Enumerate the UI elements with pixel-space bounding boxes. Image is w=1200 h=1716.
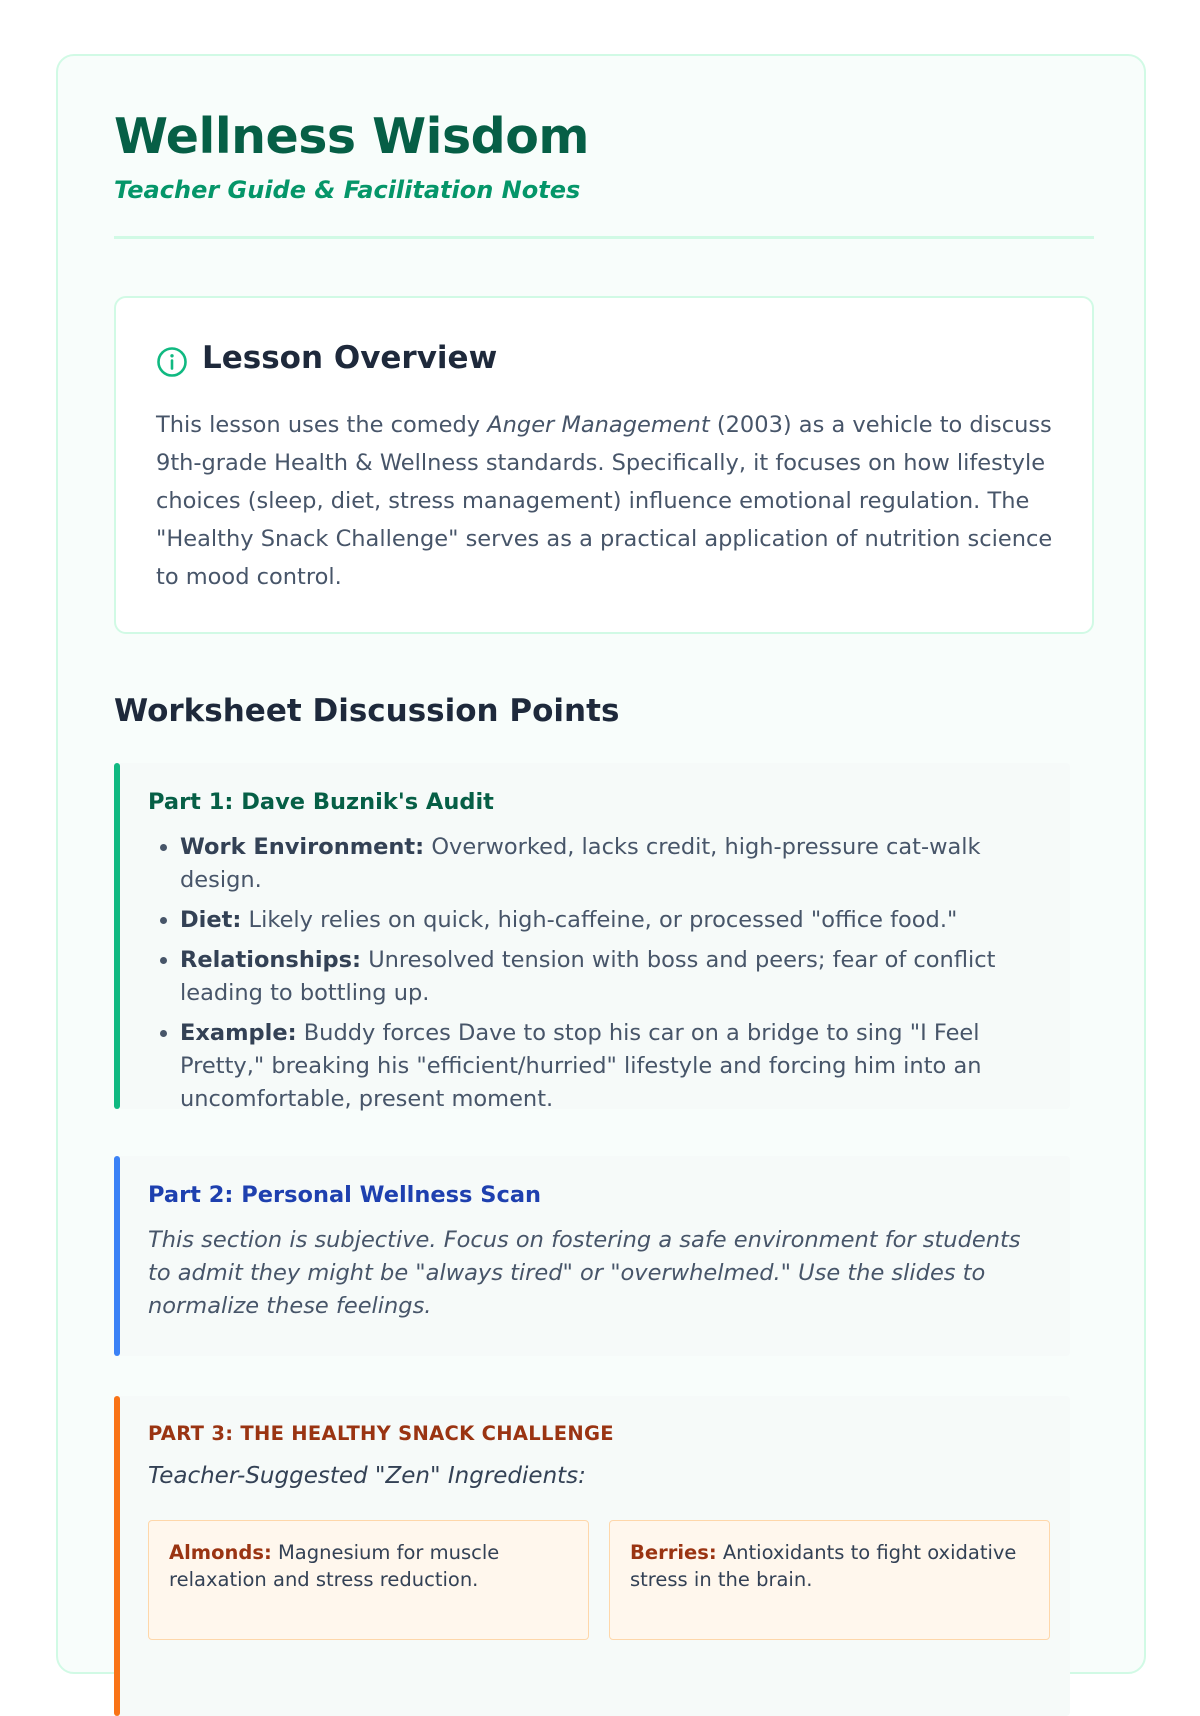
part-2-text: This section is subjective. Focus on fostering a safe environment for students to admit they might be "always tired" or "overwhelmed." Use the slides to normalize these feelings. — [148, 1227, 1021, 1319]
list-item: • Diet: Likely relies on quick, high-caffeine, or processed "office food." — [180, 904, 1042, 937]
header-divider — [114, 236, 1094, 239]
overview-heading: Lesson Overview — [202, 340, 498, 376]
discussion-heading: Worksheet Discussion Points — [114, 693, 620, 729]
part-2-card — [114, 1156, 1070, 1356]
part-3-subtitle: Teacher-Suggested "Zen" Ingredients: — [148, 1463, 586, 1489]
info-circle-icon — [156, 346, 188, 378]
part-3-card — [114, 1396, 1070, 1716]
list-item: • Example: Buddy forces Dave to stop his car on a bridge to sing "I Feel Pretty," breaking his "efficient/hurried" lifestyle and forcing him into an uncomfortable, present moment. — [180, 1017, 1042, 1116]
film-title: Anger Management — [487, 412, 710, 438]
overview-text: This lesson uses the comedy Anger Management (2003) as a vehicle to discuss 9th-grade Health & Wellness standards. Specifically, it focuses on how lifestyle choices (sleep, diet, stress management) influence emotional regulation. The "Healthy Snack Challenge" serves as a practical application of nutrition science to mood control. — [156, 412, 1053, 590]
ingredient-card-almonds: Almonds: Magnesium for muscle relaxation and stress reduction. — [148, 1520, 589, 1640]
page-subtitle: Teacher Guide & Facilitation Notes — [114, 176, 581, 204]
part-1-card — [114, 763, 1070, 1112]
list-item: • Work Environment: Overworked, lacks credit, high-pressure cat-walk design. — [180, 831, 1042, 897]
part-2-title: Part 2: Personal Wellness Scan — [148, 1182, 542, 1208]
teacher-guide-card — [56, 54, 1146, 1674]
lesson-overview-box — [114, 296, 1094, 634]
part-3-title: PART 3: THE HEALTHY SNACK CHALLENGE — [148, 1422, 614, 1445]
part-1-title: Part 1: Dave Buznik's Audit — [148, 789, 494, 815]
ingredient-card-berries: Berries: Antioxidants to fight oxidative stress in the brain. — [609, 1520, 1050, 1640]
page-title: Wellness Wisdom — [114, 108, 589, 165]
part-1-list — [148, 831, 1042, 1116]
list-item: • Relationships: Unresolved tension with boss and peers; fear of conflict leading to bottling up. — [180, 944, 1042, 1010]
